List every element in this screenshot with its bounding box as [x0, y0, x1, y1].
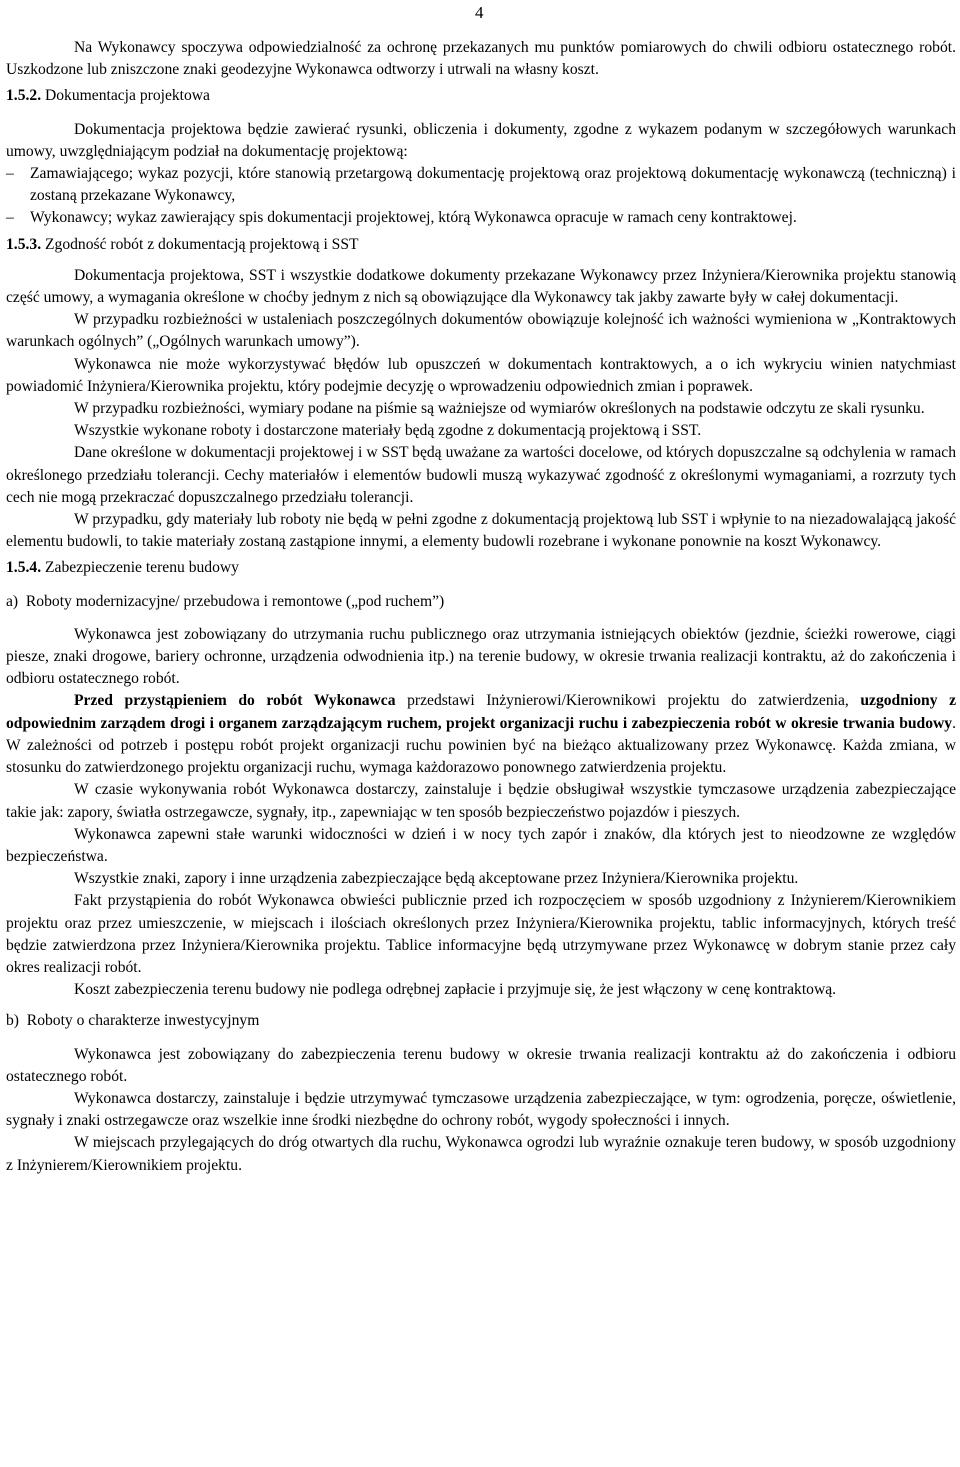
- paragraph: Wszystkie wykonane roboty i dostarczone materiały będą zgodne z dokumentacją projektową i SST.: [74, 422, 702, 440]
- section-number: 1.5.4.: [6, 559, 42, 577]
- bold-text: Przed przystąpieniem do robót Wykonawca: [74, 692, 396, 710]
- page-content: [6, 37, 956, 1177]
- paragraph: Wykonawca jest zobowiązany do zabezpieczenia terenu budowy w okresie trwania realizacji kontraktu aż do zakończenia i odbioru ostatecznego robót.: [6, 1045, 956, 1085]
- section-title: Zabezpieczenie terenu budowy: [45, 559, 239, 577]
- intro-paragraph: Na Wykonawcy spoczywa odpowiedzialność za ochronę przekazanych mu punktów pomiarowych do chwili odbioru ostatecznego robót. Uszkodzone lub zniszczone znaki geodezyjne Wykonawca odtworzy i utrwali na własny koszt.: [6, 39, 956, 79]
- paragraph: Wykonawca jest zobowiązany do utrzymania ruchu publicznego oraz utrzymania istniejących obiektów (jezdnie, ścieżki rowerowe, ciągi piesze, znaki drogowe, bariery ochronne, urządzenia odwodnienia itp.) na terenie budowy, w okresie trwania realizacji kontraktu, aż do zakończenia i odbioru ostatecznego robót.: [6, 625, 956, 688]
- list-item: – Zamawiającego; wykaz pozycji, które stanowią przetargową dokumentację projektową oraz projektową dokumentację wykonawczą (techniczną) i zostaną przekazane Wykonawcy,: [6, 163, 956, 207]
- paragraph: Wszystkie znaki, zapory i inne urządzenia zabezpieczające będą akceptowane przez Inżyniera/Kierownika projektu.: [74, 870, 799, 888]
- paragraph: Fakt przystąpienia do robót Wykonawca obwieści publicznie przed ich rozpoczęciem w sposób uzgodniony z Inżynierem/Kierownikiem projektu oraz przez umieszczenie, w miejscach i ilościach określonych przez Inżyniera/Kierownika projektu, tablic informacyjnych, których treść będzie zatwierdzona przez Inżyniera/Kierownika projektu. Tablice informacyjne będą utrzymywane przez Wykonawcę w dobrym stanie przez cały okres realizacji robót.: [6, 892, 956, 976]
- section-title: Zgodność robót z dokumentacją projektową i SST: [45, 235, 359, 253]
- section-heading-1-5-4: [6, 557, 956, 579]
- paragraph: W miejscach przylegających do dróg otwartych dla ruchu, Wykonawca ogrodzi lub wyraźnie oznakuje teren budowy, w sposób uzgodniony z Inżynierem/Kierownikiem projektu.: [6, 1134, 956, 1174]
- list-item: – Wykonawcy; wykaz zawierający spis dokumentacji projektowej, którą Wykonawca opracuje w ramach ceny kontraktowej.: [6, 207, 956, 229]
- paragraph: Wykonawca dostarczy, zainstaluje i będzie utrzymywać tymczasowe urządzenia zabezpieczające, w tym: ogrodzenia, poręcze, oświetlenie, sygnały i znaki ostrzegawcze oraz wszelkie inne środki niezbędne do ochrony robót, wygody społeczności i innych.: [6, 1089, 956, 1130]
- paragraph: Koszt zabezpieczenia terenu budowy nie podlega odrębnej zapłacie i przyjmuje się, że jest włączony w cenę kontraktową.: [74, 981, 837, 999]
- dash-list: [6, 163, 956, 230]
- paragraph: W przypadku rozbieżności, wymiary podane na piśmie są ważniejsze od wymiarów określonych na podstawie odczytu ze skali rysunku.: [74, 400, 925, 418]
- subsection-title-a: a) Roboty modernizacyjne/ przebudowa i remontowe („pod ruchem”): [6, 592, 445, 610]
- paragraph: Wykonawca zapewni stałe warunki widoczności w dzień i w nocy tych zapór i znaków, dla których jest to nieodzowne ze względów bezpieczeństwa.: [6, 825, 956, 865]
- paragraph: Dane określone w dokumentacji projektowej i w SST będą uważane za wartości docelowe, od których dopuszczalne są odchylenia w ramach określonego przedziału tolerancji. Cechy materiałów i elementów budowli muszą wykazywać zgodność z określonymi wymaganiami, a rozrzuty tych cech nie mogą przekraczać dopuszczalnego przedziału tolerancji.: [6, 444, 956, 506]
- paragraph: W przypadku rozbieżności w ustaleniach poszczególnych dokumentów obowiązuje kolejność ich ważności wymieniona w „Kontraktowych warunkach ogólnych” („Ogólnych warunkach umowy”).: [6, 311, 956, 351]
- bold-text: uzgodniony z odpowiednim zarządem drogi i organem zarządzającym ruchem, projekt organizacji ruchu i zabezpieczenia robót w okresie trwania budowy: [6, 692, 956, 732]
- text: . W zależności od potrzeb i postępu robót projekt organizacji ruchu powinien być na bieżąco aktualizowany przez Wykonawcę. Każda zmiana, w stosunku do zatwierdzonego projektu organizacji ruchu, wymaga każdorazowo ponownego zatwierdzenia projektu.: [6, 714, 956, 777]
- page-number: 4: [475, 3, 484, 22]
- paragraph: W czasie wykonywania robót Wykonawca dostarczy, zainstaluje i będzie obsługiwał wszystkie tymczasowe urządzenia zabezpieczające takie jak: zapory, światła ostrzegawcze, sygnały, itp., zapewniając w ten sposób bezpieczeństwo pojazdów i pieszych.: [6, 781, 956, 821]
- section-title: Dokumentacja projektowa: [45, 87, 210, 105]
- text: przedstawi Inżynierowi/Kierownikowi projektu do zatwierdzenia,: [395, 692, 861, 710]
- section-heading-1-5-3: [6, 234, 956, 256]
- paragraph: Wykonawca nie może wykorzystywać błędów lub opuszczeń w dokumentach kontraktowych, a o ich wykryciu winien natychmiast powiadomić Inżyniera/Kierownika projektu, który podejmie decyzję o wprowadzeniu odpowiednich zmian i poprawek.: [6, 355, 956, 395]
- paragraph: Dokumentacja projektowa, SST i wszystkie dodatkowe dokumenty przekazane Wykonawcy przez Inżyniera/Kierownika projektu stanowią część umowy, a wymagania określone w choćby jednym z nich są obowiązujące dla Wykonawcy tak jakby zawarte były w całej dokumentacji.: [6, 266, 956, 307]
- paragraph: W przypadku, gdy materiały lub roboty nie będą w pełni zgodne z dokumentacją projektową lub SST i wpłynie to na niezadowalającą jakość elementu budowli, to takie materiały zostaną zastąpione innymi, a elementy budowli rozebrane i wykonane ponownie na koszt Wykonawcy.: [6, 511, 956, 551]
- subsection-title-b: b) Roboty o charakterze inwestycyjnym: [6, 1012, 260, 1030]
- paragraph: Dokumentacja projektowa będzie zawierać rysunki, obliczenia i dokumenty, zgodne z wykazem podanym w szczegółowych warunkach umowy, uwzględniającym podział na dokumentację projektową:: [6, 120, 956, 160]
- paragraph-with-bold: [6, 690, 956, 779]
- section-number: 1.5.2.: [6, 87, 42, 105]
- section-number: 1.5.3.: [6, 235, 42, 253]
- section-heading-1-5-2: [6, 85, 956, 107]
